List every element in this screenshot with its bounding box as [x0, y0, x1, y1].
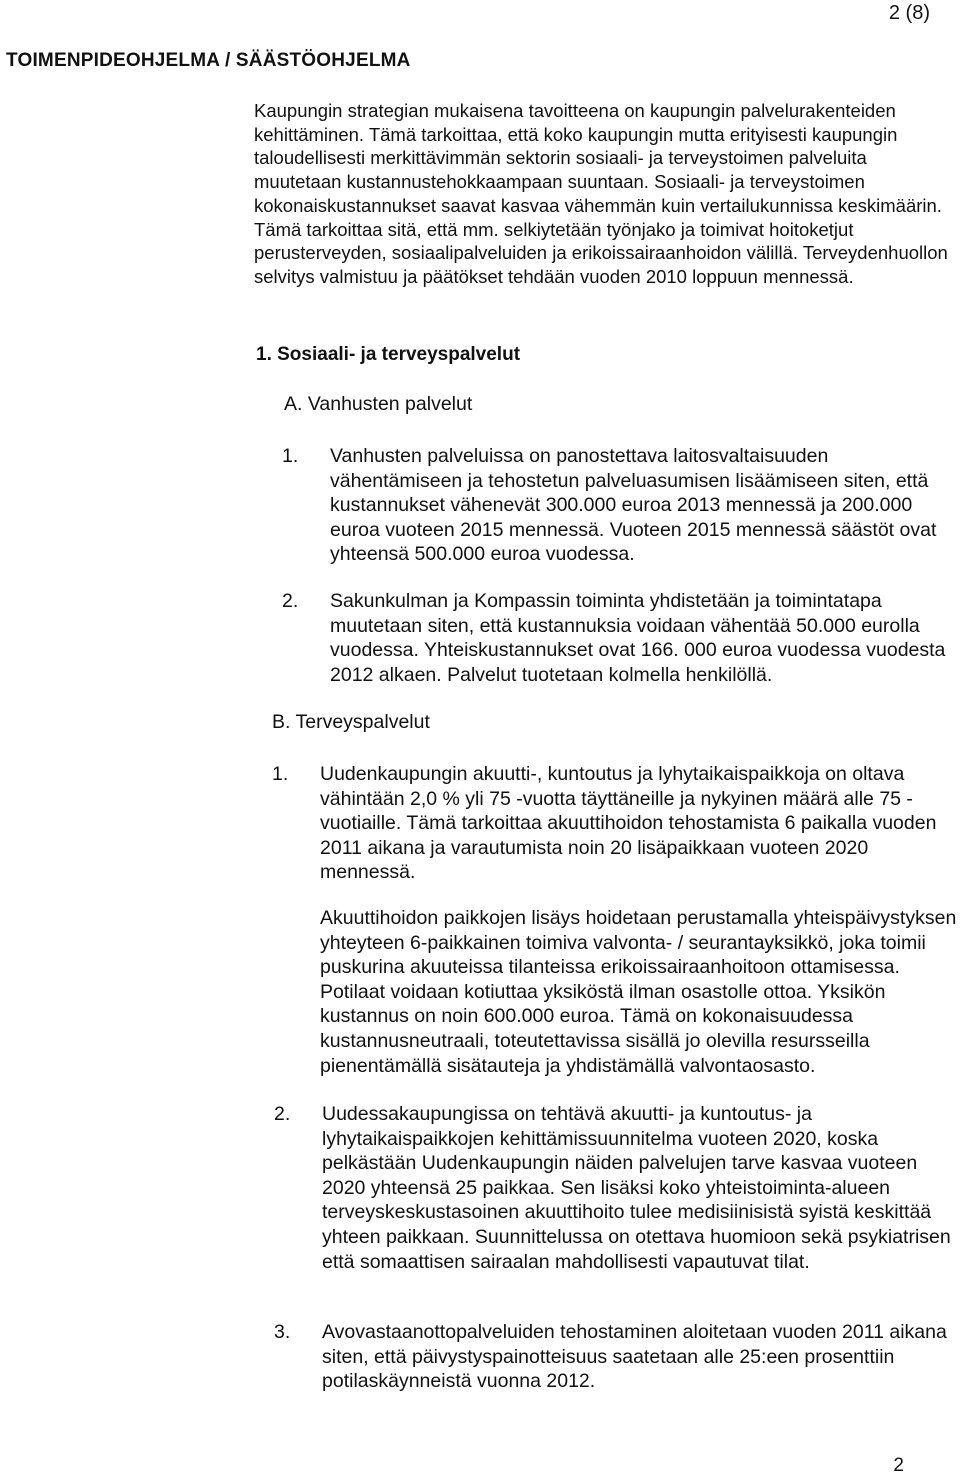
item-text: Uudenkaupungin akuutti-, kuntoutus ja lyhytaikaispaikkoja on oltava vähintään 2,0 % yli 75 -vuotta täyttäneille ja nykyinen määrä alle 75 -vuotiaille. Tämä tarkoittaa akuuttihoidon tehostamista 6 paikalla vuoden 2011 aikana ja varautumista noin 20 lisäpaikkaan vuoteen 2020 mennessä. — [320, 763, 937, 884]
item-text: Sakunkulman ja Kompassin toiminta yhdistetään ja toimintatapa muutetaan siten, että kustannuksia voidaan vähentää 50.000 eurolla vuodessa. Yhteiskustannukset ovat 166. 000 euroa vuodessa vuodesta 2012 alkaen. Palvelut tuotetaan kolmella henkilöllä. — [330, 590, 946, 686]
section-heading: 1. Sosiaali- ja terveyspalvelut — [256, 344, 521, 365]
subsection-heading-a: A. Vanhusten palvelut — [284, 393, 473, 415]
item-text: Avovastaanottopalveluiden tehostaminen aloitetaan vuoden 2011 aikana siten, että päivystyspainotteisuus saatetaan alle 25:een prosenttiin potilaskäynneistä vuonna 2012. — [322, 1321, 947, 1393]
item-text: Uudessakaupungissa on tehtävä akuutti- ja kuntoutus- ja lyhytaikaispaikkojen kehittämissuunnitelma vuoteen 2020, koska pelkästään Uudenkaupungin näiden palvelujen tarve kasvaa vuoteen 2020 yhteensä 25 paikkaa. Sen lisäksi koko yhteistoiminta-alueen terveyskeskustasoinen akuuttihoito tulee medisiinisistä syistä keskittää yhteen paikkaan. Suunnittelussa on otettava huomioon sekä psykiatrisen että somaattisen sairaalan mahdollisesti vapautuvat tilat. — [322, 1103, 951, 1273]
list-item — [274, 1102, 958, 1274]
footer-page-number: 2 — [893, 1455, 904, 1476]
item-continuation — [320, 906, 960, 1078]
item-number: 1. — [272, 763, 289, 785]
item-number: 3. — [274, 1321, 291, 1343]
list-item — [274, 1320, 958, 1394]
list-item — [282, 444, 958, 567]
item-extra-text: Akuuttihoidon paikkojen lisäys hoidetaan perustamalla yhteispäivystyksen yhteyteen 6-paikkainen toimiva valvonta- / seurantayksikkö, joka toimii puskurina akuuteissa tilanteissa erikoissairaanhoitoon ottamisessa. Potilaat voidaan kotiuttaa yksiköstä ilman osastolle ottoa. Yksikön kustannus on noin 600.000 euroa. Tämä on kokonaisuudessa kustannusneutraali, toteutettavissa sisällä jo olevilla resursseilla pienentämällä sisätauteja ja yhdistämällä valvontaosasto. — [320, 907, 957, 1077]
intro-text: Kaupungin strategian mukaisena tavoitteena on kaupungin palvelurakenteiden kehittäminen. Tämä tarkoittaa, että koko kaupungin mutta erityisesti kaupungin taloudellisesti merkittävimmän sektorin sosiaali- ja terveystoimen palveluita muutetaan kustannustehokkaampaan suuntaan. Sosiaali- ja terveystoimen kokonaiskustannukset saavat kasvaa vähemmän kuin vertailukunnissa keskimäärin. Tämä tarkoittaa sitä, että mm. selkiytetään työnjako ja toimivat hoitoketjut perusterveyden, sosiaalipalveluiden ja erikoissairaanhoidon välillä. Terveydenhuollon selvitys valmistuu ja päätökset tehdään vuoden 2010 loppuun mennessä. — [254, 100, 948, 287]
list-item — [282, 589, 958, 687]
item-number: 1. — [282, 445, 299, 467]
page-indicator: 2 (8) — [888, 2, 930, 24]
list-item — [272, 762, 958, 885]
document-title: TOIMENPIDEOHJELMA / SÄÄSTÖOHJELMA — [6, 50, 411, 71]
intro-paragraph — [254, 99, 954, 289]
item-number: 2. — [274, 1103, 291, 1125]
subsection-heading-b: B. Terveyspalvelut — [272, 711, 430, 733]
item-number: 2. — [282, 590, 299, 612]
item-text: Vanhusten palveluissa on panostettava laitosvaltaisuuden vähentämiseen ja tehostetun palveluasumisen lisäämiseen siten, että kustannukset vähenevät 300.000 euroa 2013 mennessä ja 200.000 euroa vuoteen 2015 mennessä. Vuoteen 2015 mennessä säästöt ovat yhteensä 500.000 euroa vuodessa. — [330, 445, 937, 566]
